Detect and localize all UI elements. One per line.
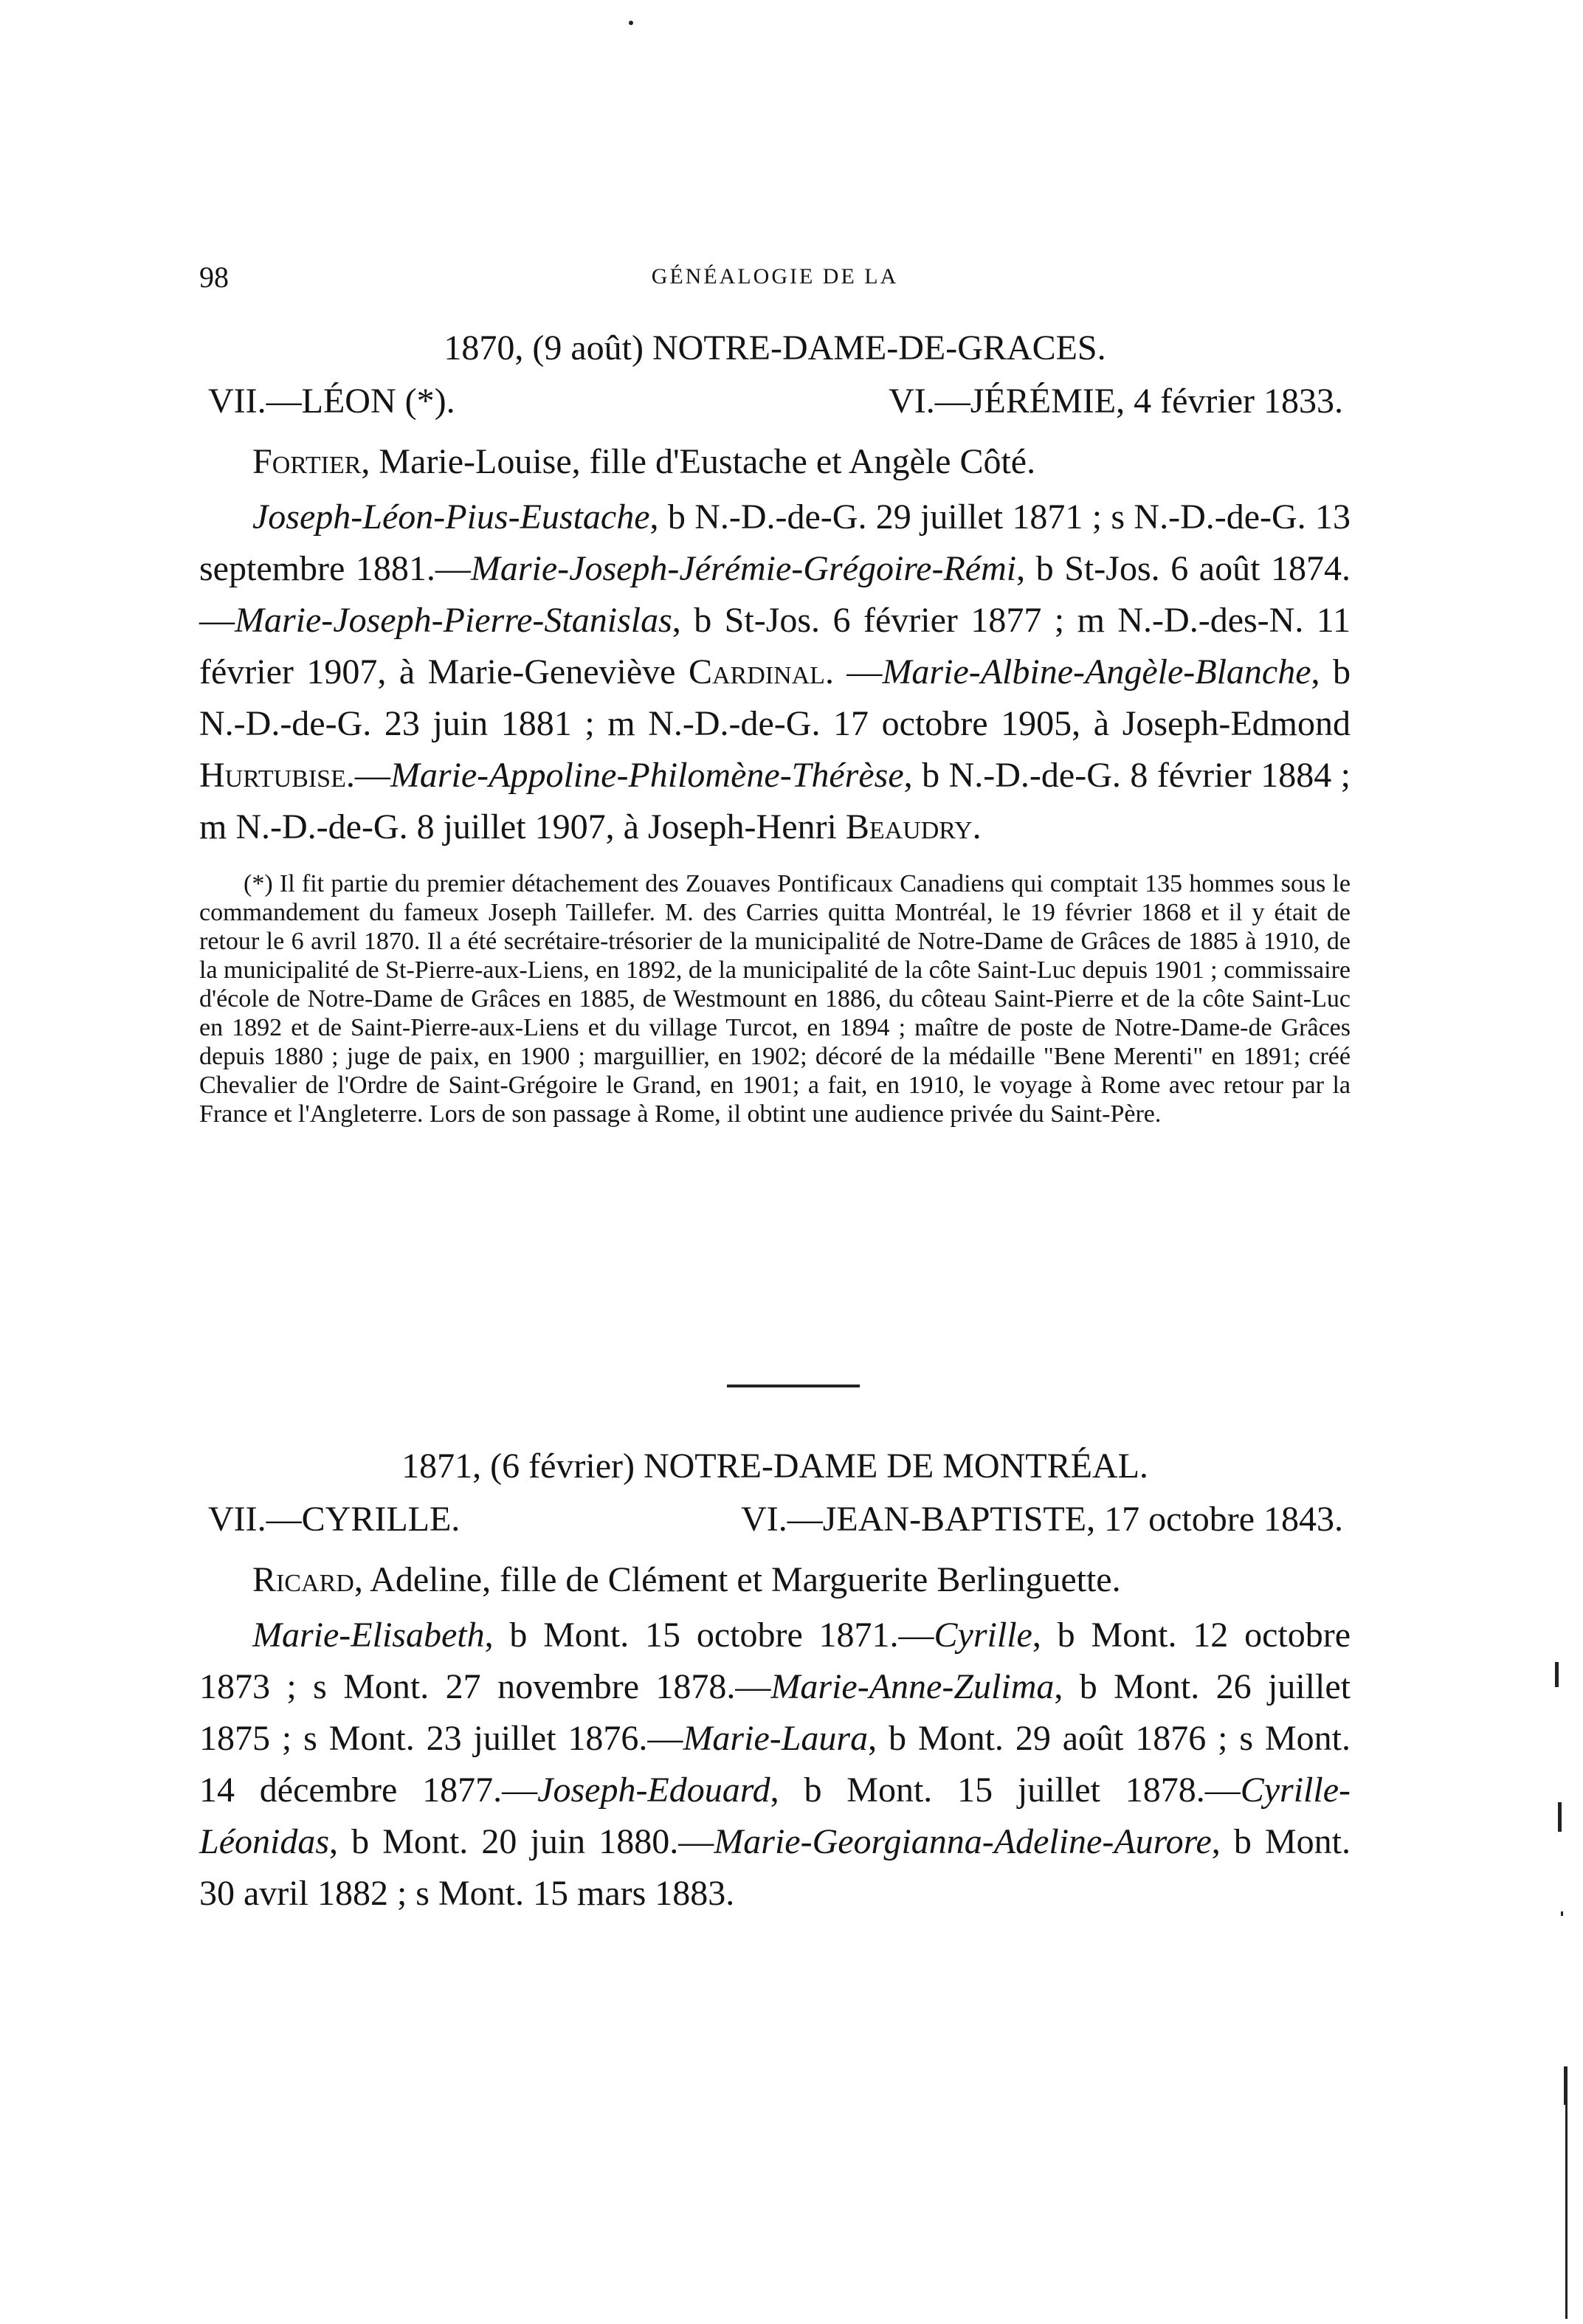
running-head bbox=[199, 260, 1351, 297]
child-spouse-surname: Hurtubise bbox=[199, 756, 346, 795]
ink-speck bbox=[629, 21, 633, 25]
child-details: , b St-Jos. 6 août 1874.— bbox=[199, 549, 1351, 640]
child-name: Marie-Joseph-Pierre-Stanislas bbox=[235, 601, 672, 640]
child-details: , b Mont. 15 octobre 1871.— bbox=[484, 1616, 934, 1655]
child-name: Marie-Laura bbox=[683, 1719, 869, 1758]
child-separator: . — bbox=[824, 652, 883, 692]
child-name: Marie-Joseph-Jérémie-Grégoire-Rémi bbox=[470, 549, 1017, 588]
spouse-line bbox=[199, 438, 1351, 486]
child-separator: . bbox=[972, 807, 982, 846]
marriage-entry-cyrille bbox=[199, 1443, 1351, 1920]
generation-father: VI.—JÉRÉMIE, 4 février 1833. bbox=[889, 382, 1343, 421]
spouse-surname: Ricard bbox=[252, 1560, 354, 1599]
child-details: , b N.-D.-de-G. 8 février 1884 ; m N.-D.-de-G. 8 juillet 1907, à Joseph-Henri bbox=[199, 756, 1351, 846]
child-details: , b Mont. 29 août 1876 ; s Mont. 14 décembre 1877.— bbox=[199, 1719, 1351, 1810]
spouse-surname: Fortier bbox=[252, 442, 362, 481]
scan-mark bbox=[1561, 1911, 1563, 1916]
child-name: Cyrille-Léonidas bbox=[199, 1770, 1351, 1861]
child-spouse-surname: Beaudry bbox=[845, 807, 973, 846]
child-details: , b Mont. 20 juin 1880.— bbox=[329, 1822, 714, 1861]
children-paragraph bbox=[199, 492, 1351, 853]
child-details: , b N.-D.-de-G. 23 juin 1881 ; m N.-D.-de-G. 17 octobre 1905, à Joseph-Edmond bbox=[199, 652, 1351, 743]
child-details: , b St-Jos. 6 février 1877 ; m N.-D.-des-N. 11 février 1907, à Marie-Geneviève bbox=[199, 601, 1351, 692]
generation-husband: VII.—LÉON (*). bbox=[208, 382, 455, 421]
child-details: , b Mont. 30 avril 1882 ; s Mont. 15 mars 1883. bbox=[199, 1822, 1351, 1913]
child-name: Marie-Albine-Angèle-Blanche bbox=[882, 652, 1311, 692]
spouse-details: , Marie-Louise, fille d'Eustache et Angèle Côté. bbox=[361, 442, 1036, 481]
child-separator: .— bbox=[345, 756, 390, 795]
child-name: Joseph-Léon-Pius-Eustache bbox=[252, 497, 650, 537]
child-spouse-surname: Cardinal bbox=[688, 652, 825, 692]
generation-husband: VII.—CYRILLE. bbox=[208, 1500, 461, 1539]
spouse-line bbox=[199, 1556, 1351, 1604]
child-name: Marie-Georgianna-Adeline-Aurore bbox=[714, 1822, 1212, 1861]
children-paragraph bbox=[199, 1610, 1351, 1920]
marriage-heading: 1870, (9 août) NOTRE-DAME-DE-GRACES. bbox=[444, 328, 1106, 368]
child-name: Marie-Elisabeth bbox=[252, 1616, 485, 1655]
running-title: GÉNÉALOGIE DE LA bbox=[651, 264, 899, 289]
child-details: , b Mont. 26 juillet 1875 ; s Mont. 23 juillet 1876.— bbox=[199, 1667, 1351, 1758]
child-name: Marie-Anne-Zulima bbox=[770, 1667, 1055, 1706]
generation-father: VI.—JEAN-BAPTISTE, 17 octobre 1843. bbox=[741, 1500, 1343, 1539]
footnote: (*) Il fit partie du premier détachement des Zouaves Pontificaux Canadiens qui comptait 135 hommes sous le commandement du fameux Joseph Taillefer. M. des Carries quitta Montréal, le 19 février 1868 et il y était de retour le 6 avril 1870. Il a été secrétaire-trésorier de la municipalité de Notre-Dame de Grâces de 1885 à 1910, de la municipalité de St-Pierre-aux-Liens, en 1892, de la municipalité de la côte Saint-Luc depuis 1901 ; commissaire d'école de Notre-Dame de Grâces en 1885, de Westmount en 1886, du côteau Saint-Pierre et de la côte Saint-Luc en 1892 et de Saint-Pierre-aux-Liens et du village Turcot, en 1894 ; maître de poste de Notre-Dame-de Grâces depuis 1880 ; juge de paix, en 1900 ; marguillier, en 1902; décoré de la médaille "Bene Merenti" en 1891; créé Chevalier de l'Ordre de Saint-Grégoire le Grand, en 1901; a fait, en 1910, le voyage à Rome avec retour par la France et l'Angleterre. Lors de son passage à Rome, il obtint une audience privée du Saint-Père. bbox=[199, 870, 1351, 1128]
spouse-details: , Adeline, fille de Clément et Marguerite Berlinguette. bbox=[353, 1560, 1121, 1599]
marriage-entry-leon bbox=[199, 325, 1351, 1128]
margin-scan-marks bbox=[1539, 0, 1583, 2324]
page-number: 98 bbox=[199, 261, 229, 294]
scan-mark bbox=[1558, 1802, 1562, 1832]
child-name: Marie-Appoline-Philomène-Thérèse bbox=[390, 756, 904, 795]
child-details: , b Mont. 12 octobre 1873 ; s Mont. 27 novembre 1878.— bbox=[199, 1616, 1351, 1706]
scan-mark bbox=[1564, 2066, 1568, 2105]
child-name: Cyrille bbox=[934, 1616, 1032, 1655]
generation-row bbox=[199, 378, 1351, 431]
section-divider bbox=[727, 1385, 860, 1387]
scan-mark bbox=[1555, 1662, 1559, 1687]
generation-row bbox=[199, 1496, 1351, 1549]
child-details: , b N.-D.-de-G. 29 juillet 1871 ; s N.-D.-de-G. 13 septembre 1881.— bbox=[199, 497, 1351, 588]
scan-mark bbox=[1565, 2105, 1568, 2319]
child-details: , b Mont. 15 juillet 1878.— bbox=[770, 1770, 1241, 1810]
child-name: Joseph-Edouard bbox=[537, 1770, 770, 1810]
marriage-heading: 1871, (6 février) NOTRE-DAME DE MONTRÉAL. bbox=[401, 1447, 1148, 1486]
